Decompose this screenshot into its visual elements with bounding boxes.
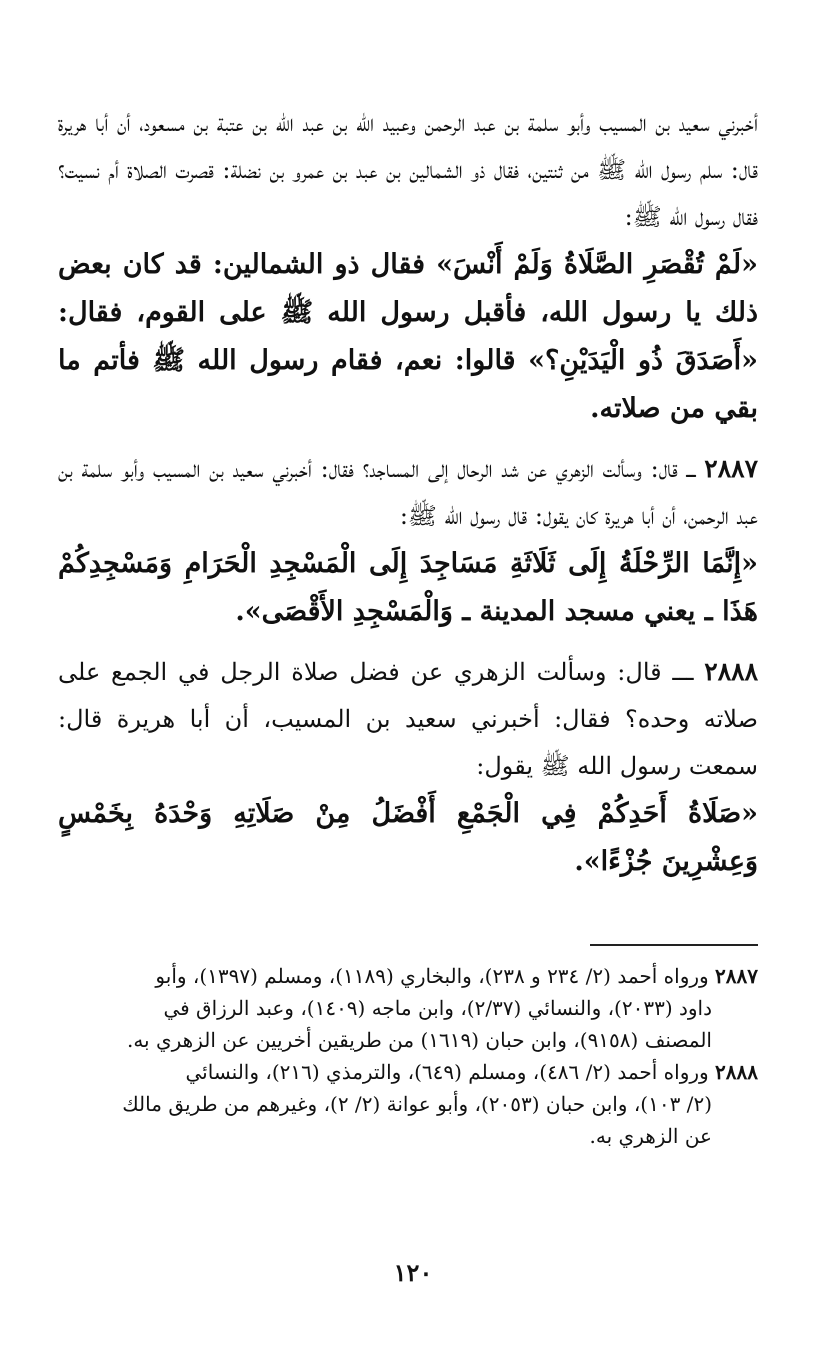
- footnote-line: ٢٨٨٧ ورواه أحمد (٢/ ٢٣٤ و ٢٣٨)، والبخاري (١١٨٩)، ومسلم (١٣٩٧)، وأبو: [155, 964, 758, 988]
- footnote-number: ٢٨٨٧: [715, 964, 758, 988]
- footnote-divider: [590, 944, 758, 946]
- entry-2888-text: ـــ قال: وسألت الزهري عن فضل صلاة الرجل في الجمع على صلاته وحده؟ فقال: أخبرني سعيد بن المسيب، أن أبا هريرة قال: سمعت رسول الله ﷺ يقول:: [58, 658, 758, 780]
- entry-2888-number: ٢٨٨٨: [704, 657, 758, 686]
- entry-2887-paragraph: [58, 445, 758, 540]
- entry-2887-hadith: «إِنَّمَا الرِّحْلَةُ إِلَى ثَلَاثَةِ مَسَاجِدَ إِلَى الْمَسْجِدِ الْحَرَامِ وَمَسْجِدِكُمْ هَذَا ـ يعني مسجد المدينة ـ وَالْمَسْجِدِ الأَقْصَى».: [58, 548, 758, 627]
- footnote-2887: [58, 960, 758, 1056]
- footnote-number: ٢٨٨٨: [715, 1060, 758, 1084]
- page-number: ١٢٠: [393, 1258, 433, 1287]
- footnote-line: داود (٢٠٣٣)، والنسائي (٢/٣٧)، وابن ماجه (١٤٠٩)، وعبد الرزاق في: [163, 996, 712, 1020]
- entry-2887: [58, 445, 758, 636]
- entry-2888-hadith: «صَلَاةُ أَحَدِكُمْ فِي الْجَمْعِ أَفْضَلُ مِنْ صَلَاتِهِ وَحْدَهُ بِخَمْسٍ وَعِشْرِينَ جُزْءًا».: [58, 798, 758, 877]
- entry-2887-text: ـــ قال: وسألت الزهري عن شد الرحال إلى المساجد؟ فقال: أخبرني سعيد بن المسيب وأبو سلمة بن عبد الرحمن، أن أبا هريرة كان يقول: قال رسول الله ﷺ:: [58, 455, 758, 530]
- footnote-line: (٢/ ١٠٣)، وابن حبان (٢٠٥٣)، وأبو عوانة (٢/ ٢)، وغيرهم من طريق مالك: [122, 1092, 712, 1116]
- footnote-line: المصنف (٩١٥٨)، وابن حبان (١٦١٩) من طريقين أخريين عن الزهري به.: [126, 1028, 712, 1052]
- intro-section: [58, 100, 758, 433]
- footnotes: [58, 960, 758, 1152]
- intro-hadith: «لَمْ تُقْصَرِ الصَّلَاةُ وَلَمْ أَنْسَ» فقال ذو الشمالين: قد كان بعض ذلك يا رسول الله، فأقبل رسول الله ﷺ على القوم، فقال: «أَصَدَقَ ذُو الْيَدَيْنِ؟» قالوا: نعم، فقام رسول الله ﷺ فأتم ما بقي من صلاته.: [58, 249, 758, 424]
- footnote-line: عن الزهري به.: [589, 1124, 712, 1148]
- intro-paragraph: أخبرني سعيد بن المسيب وأبو سلمة بن عبد الرحمن وعبيد الله بن عبد الله بن عتبة بن مسعود، أن أبا هريرة قال: سلم رسول الله ﷺ من ثنتين، فقال ذو الشمالين بن عبد بن عمرو بن نضلة: قصرت الصلاة أم نسيت؟ فقال رسول الله ﷺ:: [58, 109, 759, 231]
- entry-2888-paragraph: [58, 648, 758, 790]
- footnote-2888: [58, 1056, 758, 1152]
- entry-2887-number: ٢٨٨٧: [704, 454, 758, 483]
- entry-2888: [58, 648, 758, 886]
- footnote-line: ٢٨٨٨ ورواه أحمد (٢/ ٤٨٦)، ومسلم (٦٤٩)، والترمذي (٢١٦)، والنسائي: [185, 1060, 758, 1084]
